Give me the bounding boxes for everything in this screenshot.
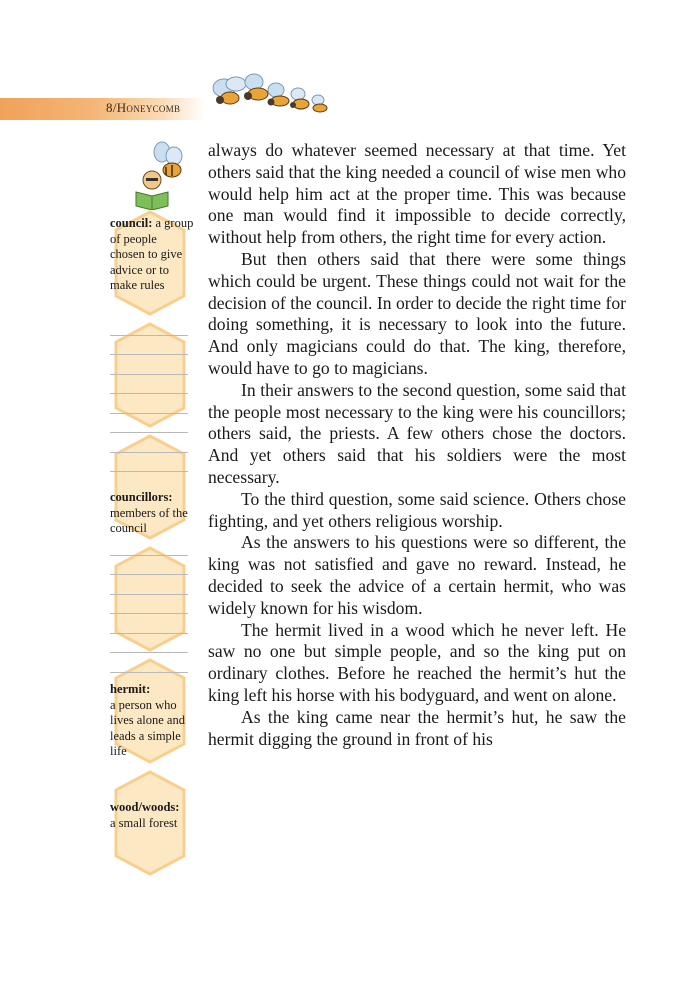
glossary-definition: a group of people chosen to give advice or to make rules	[110, 216, 194, 292]
paragraph: As the answers to his questions were so different, the king was not satisfied and gave no reward. Instead, he decided to seek the advice of a certain hermit, who was widely known for his wisdom.	[208, 532, 626, 618]
glossary-definition: a small forest	[110, 815, 178, 830]
note-lines	[110, 316, 188, 472]
glossary-definition: a person who lives alone and leads a simple life	[110, 697, 185, 758]
glossary-entry	[110, 800, 194, 831]
reading-bee-illustration	[128, 140, 190, 210]
paragraph: In their answers to the second question, some said that the people most necessary to the king were his councillors; others said, the priests. A few others chose the doctors. And yet others said that his soldiers were the most necessary.	[208, 379, 626, 487]
glossary-entry	[110, 216, 194, 294]
bee-icon	[213, 77, 246, 104]
bee-icon	[290, 88, 309, 109]
bee-icon	[268, 83, 290, 106]
book-title: Honeycomb	[116, 100, 181, 115]
glossary-entry	[110, 682, 194, 760]
glossary-definition: members of the council	[110, 505, 188, 535]
page-number: 8	[106, 100, 113, 115]
bee-icon	[244, 74, 268, 100]
paragraph: The hermit lived in a wood which he never left. He saw no one but simple people, and so the king put on ordinary clothes. Before he reached the hermit’s hut the king left his horse with his bodyguard, and went on alone.	[208, 619, 626, 705]
running-header	[106, 100, 180, 116]
header-separator: /	[112, 100, 117, 115]
paragraph: To the third question, some said science. Others chose fighting, and yet others religious worship.	[208, 488, 626, 531]
glossary-term: councillors:	[110, 490, 173, 504]
glossary-entry	[110, 490, 194, 537]
glossary-term: hermit:	[110, 682, 151, 696]
bees-illustration	[206, 66, 331, 114]
glossary-term: council:	[110, 216, 153, 230]
paragraph: As the king came near the hermit’s hut, he saw the hermit digging the ground in front of his	[208, 706, 626, 749]
bee-icon	[312, 95, 327, 112]
glossary-term: wood/woods:	[110, 800, 180, 814]
story-text	[208, 140, 626, 750]
note-lines	[110, 536, 188, 673]
paragraph: But then others said that there were some things which could be urgent. These things could not wait for the decision of the council. In order to decide the right time for doing something, it is necessary to look into the future. And only magicians could do that. The king, therefore, would have to go to magicians.	[208, 248, 626, 378]
paragraph: always do whatever seemed necessary at that time. Yet others said that the king needed a council of wise men who would help him act at the proper time. This was because one man would find it impossible to decide correctly, without help from others, the right time for every action.	[208, 140, 626, 248]
